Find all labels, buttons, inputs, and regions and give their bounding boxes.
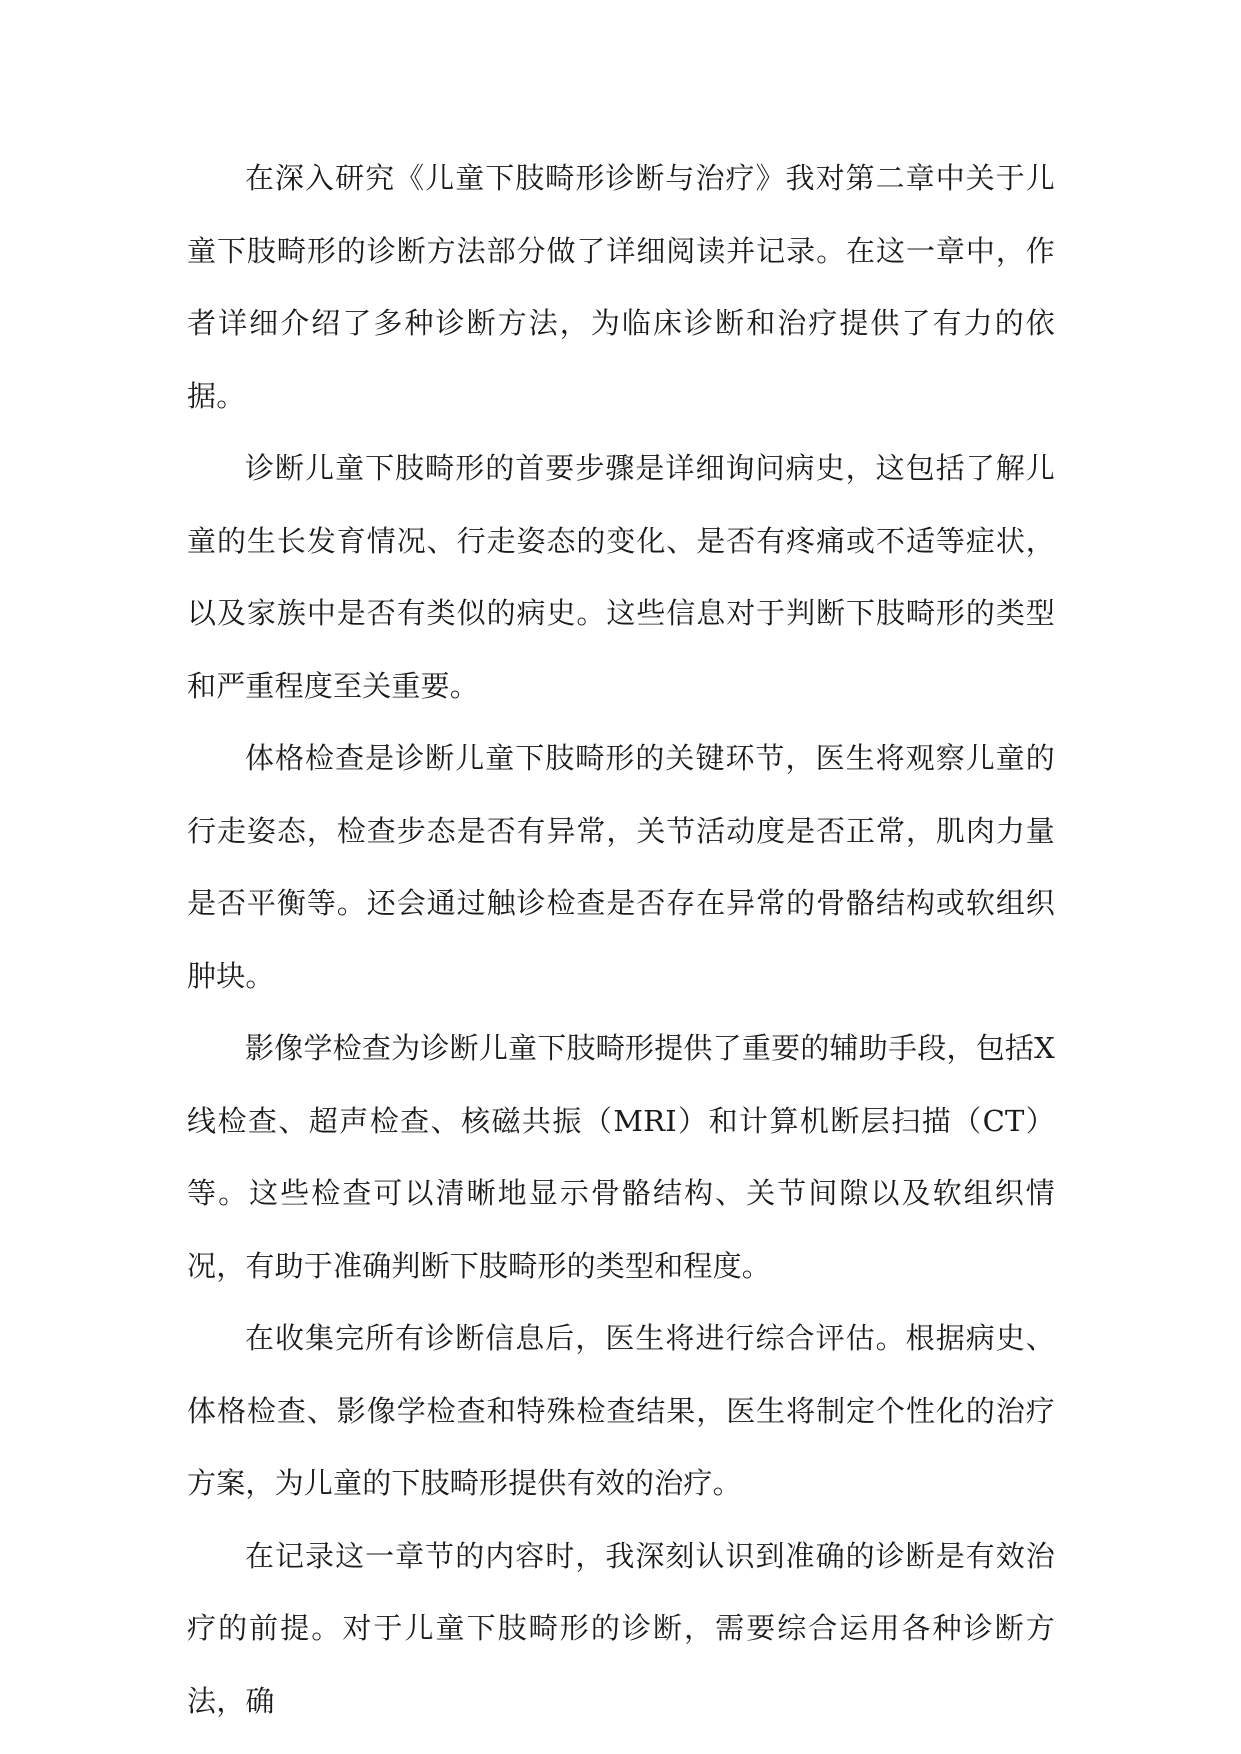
paragraph-intro: 在深入研究《儿童下肢畸形诊断与治疗》我对第二章中关于儿童下肢畸形的诊断方法部分做了详细阅读并记录。在这一章中，作者详细介绍了多种诊断方法，为临床诊断和治疗提供了有力的依据。 — [187, 161, 1055, 413]
paragraph-physical-exam: 体格检查是诊断儿童下肢畸形的关键环节，医生将观察儿童的行走姿态，检查步态是否有异常，关节活动度是否正常，肌肉力量是否平衡等。还会通过触诊检查是否存在异常的骨骼结构或软组织肿块。 — [187, 741, 1055, 993]
paragraph-reflection: 在记录这一章节的内容时，我深刻认识到准确的诊断是有效治疗的前提。对于儿童下肢畸形的诊断，需要综合运用各种诊断方法，确 — [187, 1538, 1055, 1718]
paragraph-imaging: 影像学检查为诊断儿童下肢畸形提供了重要的辅助手段，包括X线检查、超声检查、核磁共振（MRI）和计算机断层扫描（CT）等。这些检查可以清晰地显示骨骼结构、关节间隙以及软组织情况，有助于准确判断下肢畸形的类型和程度。 — [187, 1031, 1055, 1283]
document-body — [187, 142, 1055, 1737]
paragraph-medical-history: 诊断儿童下肢畸形的首要步骤是详细询问病史，这包括了解儿童的生长发育情况、行走姿态的变化、是否有疼痛或不适等症状，以及家族中是否有类似的病史。这些信息对于判断下肢畸形的类型和严重程度至关重要。 — [187, 451, 1055, 703]
paragraph-assessment: 在收集完所有诊断信息后，医生将进行综合评估。根据病史、体格检查、影像学检查和特殊检查结果，医生将制定个性化的治疗方案，为儿童的下肢畸形提供有效的治疗。 — [187, 1321, 1055, 1500]
